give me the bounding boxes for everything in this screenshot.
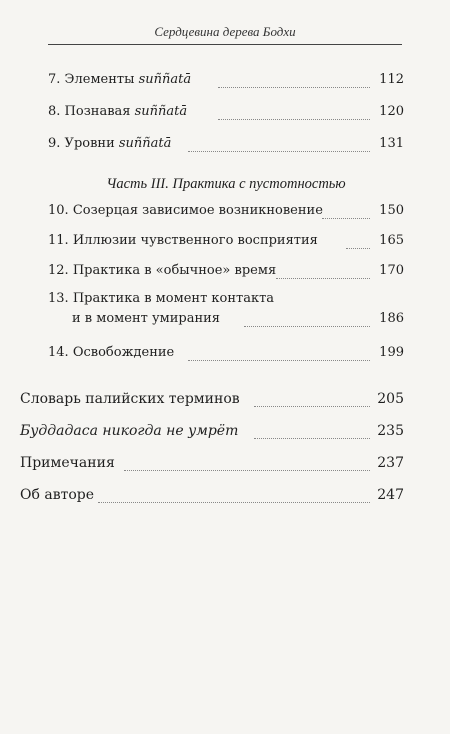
toc-entry-buddhadasa[interactable]: [20, 419, 404, 443]
dot-leader: [254, 438, 370, 439]
toc-page-number: 112: [379, 72, 404, 87]
dot-leader: [218, 87, 370, 88]
toc-entry-label: 14. Освобождение: [48, 345, 175, 360]
toc-entry-7[interactable]: [48, 68, 404, 92]
toc-entry-notes[interactable]: [20, 451, 404, 475]
toc-entry-label: 10. Созерцая зависимое возникновение: [48, 203, 323, 218]
toc-page-number: 186: [379, 311, 404, 326]
toc-entry-label: 13. Практика в момент контакта: [48, 291, 275, 306]
toc-page-number: 170: [379, 263, 404, 278]
dot-leader: [322, 218, 370, 219]
toc-entry-label: Об авторе: [20, 487, 95, 503]
toc-entry-label: 9. Уровни suññatā: [48, 136, 172, 151]
toc-page-number: 120: [379, 104, 404, 119]
toc-page-number: 165: [379, 233, 404, 248]
dot-leader: [276, 278, 370, 279]
dot-leader: [188, 151, 370, 152]
toc-entry-11[interactable]: [48, 229, 404, 253]
toc-page-number: 199: [379, 345, 404, 360]
toc-page-number: 235: [377, 423, 404, 439]
table-of-contents: [20, 60, 404, 507]
running-header: Сердцевина дерева Бодхи: [154, 24, 296, 39]
toc-entry-label: Буддадаса никогда не умрёт: [20, 423, 239, 439]
dot-leader: [254, 406, 370, 407]
toc-page-number: 150: [379, 203, 404, 218]
toc-entry-10[interactable]: [48, 199, 404, 223]
toc-entry-9[interactable]: [48, 132, 404, 156]
toc-entry-about-author[interactable]: [20, 483, 404, 507]
toc-entry-14[interactable]: [48, 341, 404, 365]
dot-leader: [188, 360, 370, 361]
toc-entry-label: Словарь палийских терминов: [20, 391, 240, 407]
dot-leader: [98, 502, 370, 503]
toc-entry-label: 7. Элементы suññatā: [48, 72, 192, 87]
toc-entry-label: 8. Познавая suññatā: [48, 104, 188, 119]
dot-leader: [346, 248, 370, 249]
dot-leader: [244, 326, 370, 327]
toc-entry-label: Примечания: [20, 455, 115, 471]
toc-entry-13[interactable]: [48, 289, 404, 333]
toc-entry-8[interactable]: [48, 100, 404, 124]
toc-entry-label: 12. Практика в «обычное» время: [48, 263, 277, 278]
toc-entry-glossary[interactable]: [20, 387, 404, 411]
toc-entry-label-line2: и в момент умирания: [72, 311, 221, 326]
part-heading: Часть III. Практика с пустотностью: [106, 176, 346, 192]
toc-page-number: 237: [377, 455, 404, 471]
toc-page-number: 131: [379, 136, 404, 151]
dot-leader: [218, 119, 370, 120]
toc-page-number: 205: [377, 391, 404, 407]
header-rule: [48, 44, 402, 45]
dot-leader: [124, 470, 370, 471]
toc-page-number: 247: [377, 487, 404, 503]
toc-entry-12[interactable]: [48, 259, 404, 283]
toc-entry-label: 11. Иллюзии чувственного восприятия: [48, 233, 318, 248]
